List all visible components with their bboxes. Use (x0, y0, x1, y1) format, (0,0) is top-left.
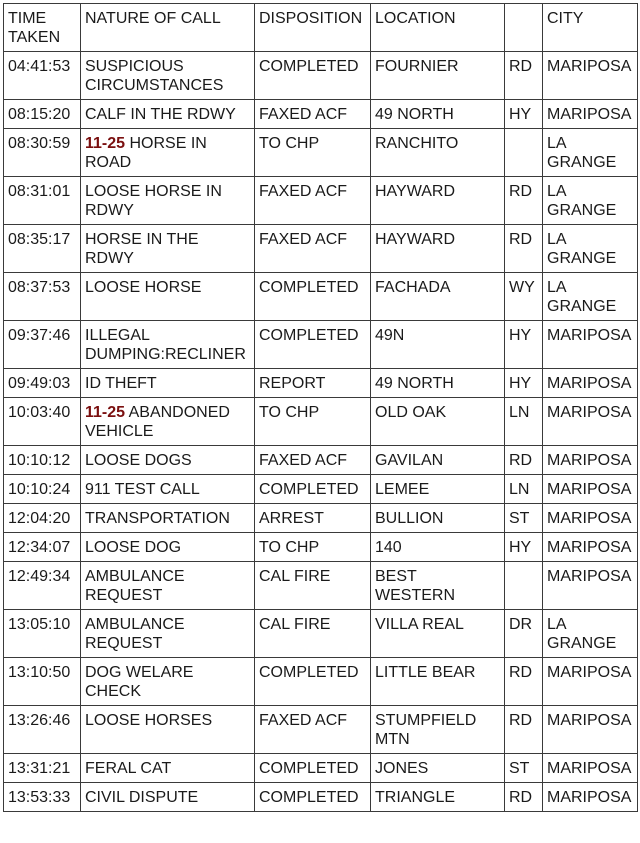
disposition-cell: COMPLETED (255, 754, 371, 783)
table-body (4, 52, 638, 812)
nature-of-call-cell (81, 610, 255, 658)
disposition-cell: COMPLETED (255, 658, 371, 706)
time-taken-cell: 12:34:07 (4, 533, 81, 562)
disposition-cell: FAXED ACF (255, 446, 371, 475)
nature-of-call-cell (81, 706, 255, 754)
nature-text: HORSE IN THE RDWY (85, 231, 199, 267)
nature-of-call-cell (81, 177, 255, 225)
street-suffix-cell: RD (505, 706, 543, 754)
nature-of-call-cell (81, 321, 255, 369)
table-row (4, 504, 638, 533)
nature-text: SUSPICIOUS CIRCUMSTANCES (85, 58, 224, 94)
table-row (4, 706, 638, 754)
nature-text: ABANDONED VEHICLE (85, 404, 230, 440)
table-row (4, 52, 638, 100)
location-cell: 49N (371, 321, 505, 369)
call-log-table (3, 3, 638, 812)
street-suffix-cell: RD (505, 783, 543, 812)
city-cell: MARIPOSA (543, 783, 638, 812)
nature-text: AMBULANCE REQUEST (85, 568, 185, 604)
disposition-cell: REPORT (255, 369, 371, 398)
nature-of-call-cell (81, 475, 255, 504)
nature-of-call-cell (81, 273, 255, 321)
street-suffix-cell: ST (505, 504, 543, 533)
location-cell: JONES (371, 754, 505, 783)
location-cell: 49 NORTH (371, 369, 505, 398)
city-cell: LA GRANGE (543, 610, 638, 658)
nature-of-call-cell (81, 129, 255, 177)
nature-of-call-cell (81, 754, 255, 783)
time-taken-cell: 10:10:12 (4, 446, 81, 475)
street-suffix-cell (505, 562, 543, 610)
nature-of-call-cell (81, 533, 255, 562)
header-street-suffix (505, 4, 543, 52)
time-taken-cell: 08:15:20 (4, 100, 81, 129)
header-time-taken: TIME TAKEN (4, 4, 81, 52)
street-suffix-cell: RD (505, 52, 543, 100)
time-taken-cell: 08:35:17 (4, 225, 81, 273)
table-row (4, 610, 638, 658)
header-nature-of-call: NATURE OF CALL (81, 4, 255, 52)
city-cell: MARIPOSA (543, 52, 638, 100)
disposition-cell: FAXED ACF (255, 225, 371, 273)
city-cell: MARIPOSA (543, 398, 638, 446)
nature-text: TRANSPORTATION (85, 510, 230, 527)
disposition-cell: TO CHP (255, 129, 371, 177)
nature-text: 911 TEST CALL (85, 481, 200, 498)
table-row (4, 369, 638, 398)
call-code: 11-25 (85, 404, 126, 421)
nature-text: LOOSE HORSE (85, 279, 202, 296)
time-taken-cell: 12:49:34 (4, 562, 81, 610)
location-cell: 140 (371, 533, 505, 562)
nature-of-call-cell (81, 52, 255, 100)
disposition-cell: COMPLETED (255, 52, 371, 100)
nature-text: CALF IN THE RDWY (85, 106, 236, 123)
table-header (4, 4, 638, 52)
location-cell: GAVILAN (371, 446, 505, 475)
call-code: 11-25 (85, 135, 126, 152)
table-row (4, 100, 638, 129)
location-cell: LITTLE BEAR (371, 658, 505, 706)
disposition-cell: CAL FIRE (255, 610, 371, 658)
nature-of-call-cell (81, 369, 255, 398)
time-taken-cell: 04:41:53 (4, 52, 81, 100)
location-cell: HAYWARD (371, 225, 505, 273)
nature-text: FERAL CAT (85, 760, 172, 777)
table-row (4, 562, 638, 610)
nature-of-call-cell (81, 398, 255, 446)
street-suffix-cell: DR (505, 610, 543, 658)
time-taken-cell: 13:31:21 (4, 754, 81, 783)
table-row (4, 129, 638, 177)
location-cell: STUMPFIELD MTN (371, 706, 505, 754)
time-taken-cell: 09:37:46 (4, 321, 81, 369)
nature-text: LOOSE HORSE IN RDWY (85, 183, 222, 219)
time-taken-cell: 13:05:10 (4, 610, 81, 658)
street-suffix-cell: LN (505, 475, 543, 504)
disposition-cell: COMPLETED (255, 475, 371, 504)
street-suffix-cell: RD (505, 225, 543, 273)
time-taken-cell: 08:30:59 (4, 129, 81, 177)
nature-text: LOOSE HORSES (85, 712, 213, 729)
nature-of-call-cell (81, 658, 255, 706)
city-cell: MARIPOSA (543, 321, 638, 369)
city-cell: MARIPOSA (543, 658, 638, 706)
nature-text: ID THEFT (85, 375, 157, 392)
nature-text: HORSE IN ROAD (85, 135, 207, 171)
city-cell: MARIPOSA (543, 446, 638, 475)
location-cell: TRIANGLE (371, 783, 505, 812)
time-taken-cell: 13:26:46 (4, 706, 81, 754)
table-row (4, 754, 638, 783)
street-suffix-cell: HY (505, 369, 543, 398)
disposition-cell: TO CHP (255, 533, 371, 562)
city-cell: MARIPOSA (543, 754, 638, 783)
street-suffix-cell: RD (505, 658, 543, 706)
nature-of-call-cell (81, 783, 255, 812)
disposition-cell: FAXED ACF (255, 706, 371, 754)
city-cell: LA GRANGE (543, 225, 638, 273)
location-cell: 49 NORTH (371, 100, 505, 129)
location-cell: FACHADA (371, 273, 505, 321)
location-cell: LEMEE (371, 475, 505, 504)
table-row (4, 446, 638, 475)
street-suffix-cell: LN (505, 398, 543, 446)
city-cell: MARIPOSA (543, 562, 638, 610)
street-suffix-cell (505, 129, 543, 177)
location-cell: RANCHITO (371, 129, 505, 177)
city-cell: MARIPOSA (543, 533, 638, 562)
nature-text: AMBULANCE REQUEST (85, 616, 185, 652)
time-taken-cell: 08:31:01 (4, 177, 81, 225)
nature-of-call-cell (81, 225, 255, 273)
street-suffix-cell: HY (505, 533, 543, 562)
nature-text: LOOSE DOG (85, 539, 182, 556)
city-cell: MARIPOSA (543, 100, 638, 129)
disposition-cell: ARREST (255, 504, 371, 533)
disposition-cell: FAXED ACF (255, 177, 371, 225)
nature-of-call-cell (81, 504, 255, 533)
table-row (4, 177, 638, 225)
time-taken-cell: 10:03:40 (4, 398, 81, 446)
nature-of-call-cell (81, 100, 255, 129)
city-cell: MARIPOSA (543, 475, 638, 504)
city-cell: LA GRANGE (543, 129, 638, 177)
city-cell: MARIPOSA (543, 706, 638, 754)
location-cell: FOURNIER (371, 52, 505, 100)
disposition-cell: COMPLETED (255, 783, 371, 812)
time-taken-cell: 09:49:03 (4, 369, 81, 398)
table-row (4, 398, 638, 446)
city-cell: MARIPOSA (543, 369, 638, 398)
table-row (4, 783, 638, 812)
header-city: CITY (543, 4, 638, 52)
disposition-cell: COMPLETED (255, 273, 371, 321)
disposition-cell: FAXED ACF (255, 100, 371, 129)
table-row (4, 658, 638, 706)
street-suffix-cell: RD (505, 177, 543, 225)
table-row (4, 225, 638, 273)
street-suffix-cell: WY (505, 273, 543, 321)
header-disposition: DISPOSITION (255, 4, 371, 52)
street-suffix-cell: HY (505, 321, 543, 369)
time-taken-cell: 08:37:53 (4, 273, 81, 321)
disposition-cell: CAL FIRE (255, 562, 371, 610)
nature-of-call-cell (81, 562, 255, 610)
city-cell: MARIPOSA (543, 504, 638, 533)
location-cell: BEST WESTERN (371, 562, 505, 610)
time-taken-cell: 13:53:33 (4, 783, 81, 812)
nature-of-call-cell (81, 446, 255, 475)
time-taken-cell: 12:04:20 (4, 504, 81, 533)
nature-text: CIVIL DISPUTE (85, 789, 199, 806)
time-taken-cell: 10:10:24 (4, 475, 81, 504)
street-suffix-cell: ST (505, 754, 543, 783)
street-suffix-cell: RD (505, 446, 543, 475)
table-row (4, 273, 638, 321)
time-taken-cell: 13:10:50 (4, 658, 81, 706)
nature-text: LOOSE DOGS (85, 452, 192, 469)
table-row (4, 321, 638, 369)
table-row (4, 533, 638, 562)
header-row (4, 4, 638, 52)
street-suffix-cell: HY (505, 100, 543, 129)
nature-text: ILLEGAL DUMPING:RECLINER (85, 327, 246, 363)
nature-text: DOG WELARE CHECK (85, 664, 194, 700)
location-cell: VILLA REAL (371, 610, 505, 658)
city-cell: LA GRANGE (543, 273, 638, 321)
location-cell: OLD OAK (371, 398, 505, 446)
disposition-cell: TO CHP (255, 398, 371, 446)
header-location: LOCATION (371, 4, 505, 52)
location-cell: BULLION (371, 504, 505, 533)
city-cell: LA GRANGE (543, 177, 638, 225)
location-cell: HAYWARD (371, 177, 505, 225)
table-row (4, 475, 638, 504)
disposition-cell: COMPLETED (255, 321, 371, 369)
